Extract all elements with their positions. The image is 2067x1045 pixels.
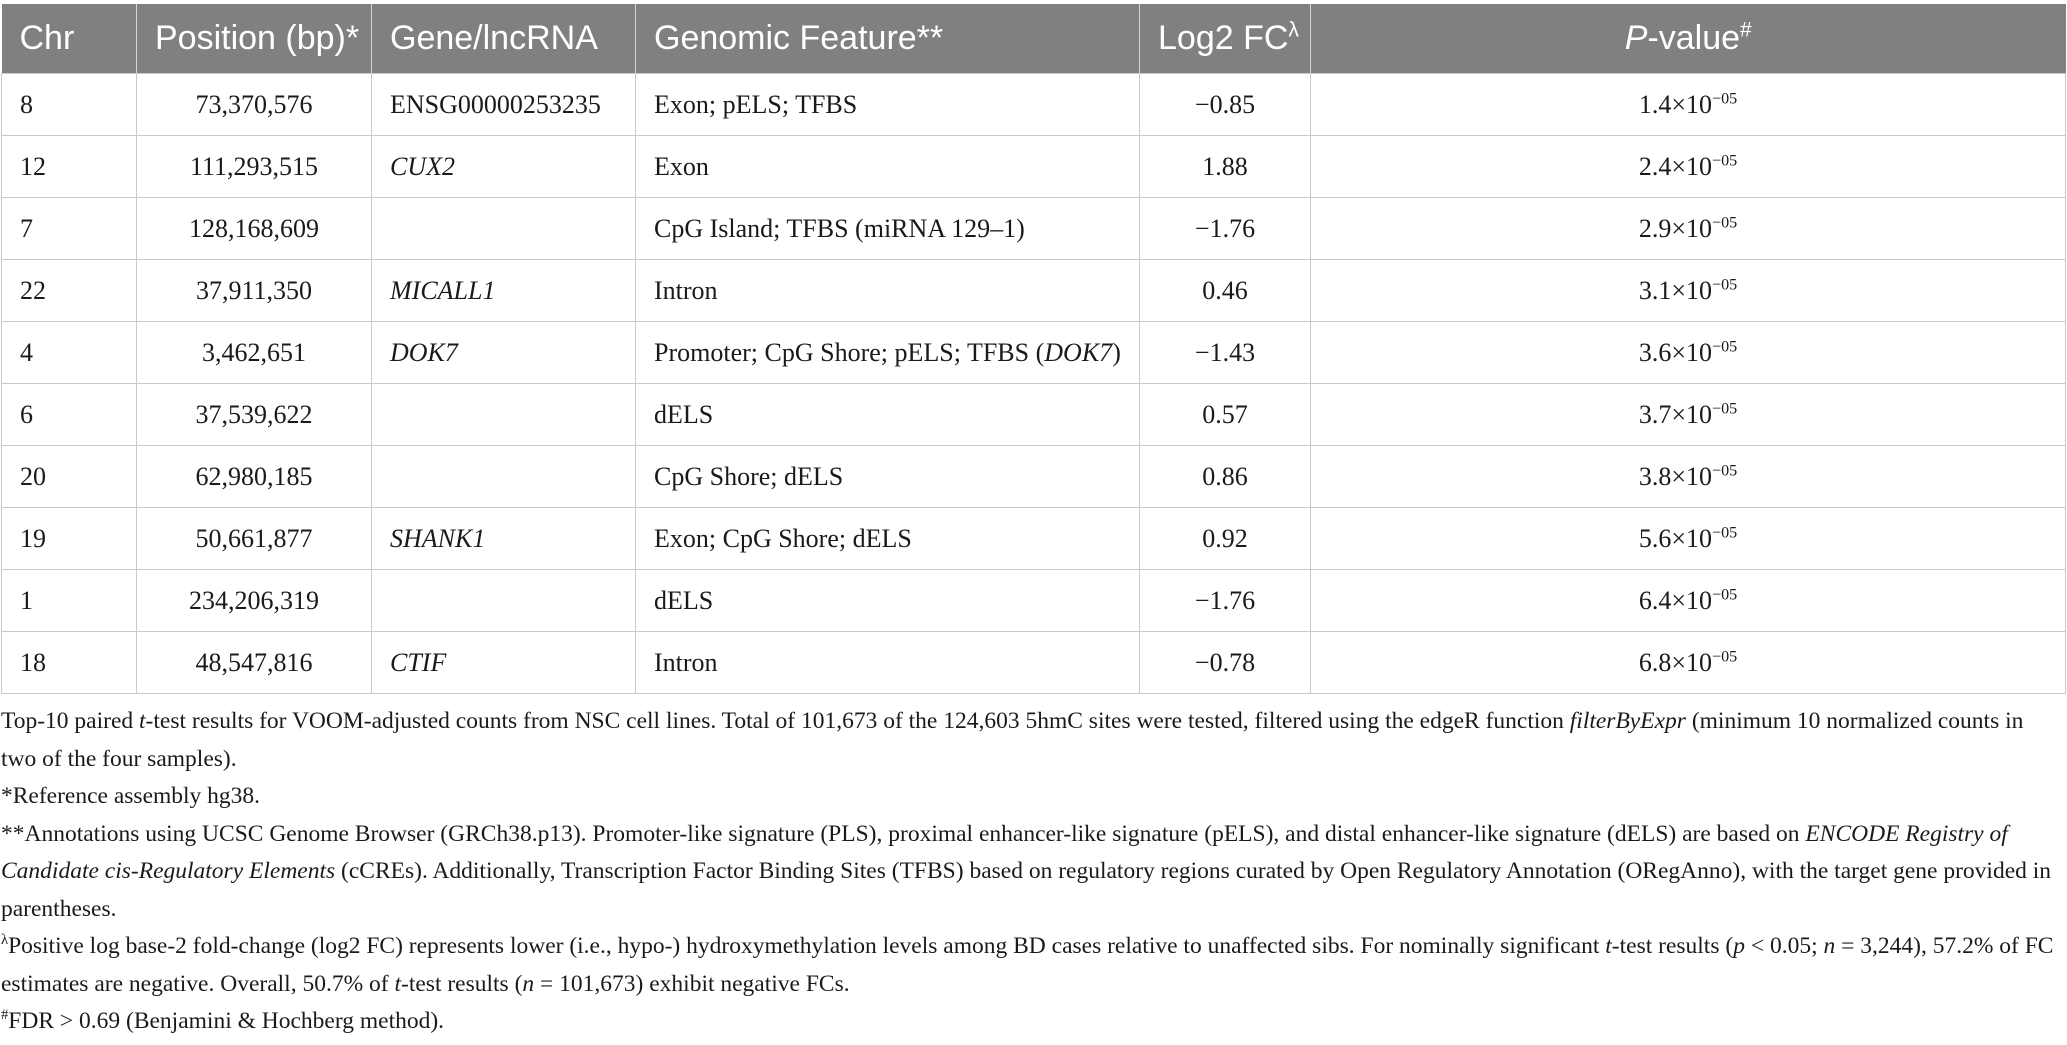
cell-pvalue: $6.4\times 10^{-05}$ bbox=[1311, 570, 2066, 632]
table-row bbox=[2, 384, 2066, 446]
cell-pvalue: $2.9\times 10^{-05}$ bbox=[1311, 198, 2066, 260]
cell-pvalue: $5.6\times 10^{-05}$ bbox=[1311, 508, 2066, 570]
cell-gene: CUX2 bbox=[372, 136, 636, 198]
cell-gene: ENSG00000253235 bbox=[372, 74, 636, 136]
cell-log2fc: −0.78 bbox=[1140, 632, 1311, 694]
cell-gene: DOK7 bbox=[372, 322, 636, 384]
cell-log2fc: 0.46 bbox=[1140, 260, 1311, 322]
cell-position: 50,661,877 bbox=[137, 508, 372, 570]
cell-log2fc: −1.76 bbox=[1140, 198, 1311, 260]
footnote-lambda: $^\lambda$Positive log base-2 fold-change (log2 FC) represents lower (i.e., hypo-) hydroxymethylation levels among BD cases relative to unaffected sibs. For nominally significant t-test results (p < 0.05; n = 3,244), 57.2% of FC estimates are negative. Overall, 50.7% of t-test results (n = 101,673) exhibit negative FCs. bbox=[1, 932, 2054, 997]
cell-genomic-feature: CpG Island; TFBS (miRNA 129–1) bbox=[636, 198, 1140, 260]
header-gene: Gene/lncRNA bbox=[372, 4, 636, 74]
cell-position: 37,539,622 bbox=[137, 384, 372, 446]
cell-position: 48,547,816 bbox=[137, 632, 372, 694]
cell-chr: 8 bbox=[2, 74, 137, 136]
cell-chr: 1 bbox=[2, 570, 137, 632]
cell-genomic-feature: dELS bbox=[636, 384, 1140, 446]
cell-position: 128,168,609 bbox=[137, 198, 372, 260]
cell-pvalue: $3.7\times 10^{-05}$ bbox=[1311, 384, 2066, 446]
cell-genomic-feature: CpG Shore; dELS bbox=[636, 446, 1140, 508]
footnote-main: Top-10 paired t-test results for VOOM-adjusted counts from NSC cell lines. Total of 101,673 of the 124,603 5hmC sites were tested, filtered using the edgeR function filterByExpr (minimum 10 normalized counts in two of the four samples). bbox=[1, 708, 2024, 772]
cell-position: 3,462,651 bbox=[137, 322, 372, 384]
table-footnotes bbox=[1, 703, 2063, 1041]
cell-genomic-feature: Intron bbox=[636, 260, 1140, 322]
cell-genomic-feature: dELS bbox=[636, 570, 1140, 632]
footnote-star: *Reference assembly hg38. bbox=[1, 783, 261, 809]
cell-genomic-feature: Exon; pELS; TFBS bbox=[636, 74, 1140, 136]
cell-log2fc: 1.88 bbox=[1140, 136, 1311, 198]
cell-pvalue: $1.4\times 10^{-05}$ bbox=[1311, 74, 2066, 136]
header-position: Position (bp)* bbox=[137, 4, 372, 74]
table-row bbox=[2, 446, 2066, 508]
cell-chr: 20 bbox=[2, 446, 137, 508]
cell-chr: 12 bbox=[2, 136, 137, 198]
cell-log2fc: 0.86 bbox=[1140, 446, 1311, 508]
cell-position: 111,293,515 bbox=[137, 136, 372, 198]
footnote-double-star: **Annotations using UCSC Genome Browser (GRCh38.p13). Promoter-like signature (PLS), proximal enhancer-like signature (pELS), and distal enhancer-like signature (dELS) are based on ENCODE Registry of Candidate cis-Regulatory Elements (cCREs). Additionally, Transcription Factor Binding Sites (TFBS) based on regulatory regions curated by Open Regulatory Annotation (ORegAnno), with the target gene provided in parentheses. bbox=[1, 820, 2052, 922]
table-row bbox=[2, 322, 2066, 384]
cell-chr: 19 bbox=[2, 508, 137, 570]
cell-genomic-feature: Promoter; CpG Shore; pELS; TFBS (DOK7) bbox=[636, 322, 1140, 384]
header-log2fc-label: Log2 FC bbox=[1158, 19, 1289, 57]
header-pvalue-p: P bbox=[1624, 19, 1648, 57]
table-row bbox=[2, 632, 2066, 694]
cell-pvalue: $3.6\times 10^{-05}$ bbox=[1311, 322, 2066, 384]
cell-chr: 22 bbox=[2, 260, 137, 322]
cell-pvalue: $3.1\times 10^{-05}$ bbox=[1311, 260, 2066, 322]
header-pvalue bbox=[1311, 4, 2066, 74]
header-genomic-feature: Genomic Feature** bbox=[636, 4, 1140, 74]
cell-gene: SHANK1 bbox=[372, 508, 636, 570]
cell-genomic-feature: Exon bbox=[636, 136, 1140, 198]
cell-gene bbox=[372, 384, 636, 446]
cell-gene bbox=[372, 446, 636, 508]
table-row bbox=[2, 508, 2066, 570]
cell-chr: 6 bbox=[2, 384, 137, 446]
cell-log2fc: −1.76 bbox=[1140, 570, 1311, 632]
cell-position: 234,206,319 bbox=[137, 570, 372, 632]
table-row bbox=[2, 260, 2066, 322]
cell-log2fc: −1.43 bbox=[1140, 322, 1311, 384]
footnote-hash: #FDR > 0.69 (Benjamini & Hochberg method). bbox=[1, 1007, 445, 1034]
header-pvalue-sup: # bbox=[1740, 18, 1752, 42]
cell-log2fc: 0.57 bbox=[1140, 384, 1311, 446]
cell-position: 73,370,576 bbox=[137, 74, 372, 136]
cell-gene bbox=[372, 570, 636, 632]
cell-pvalue: $3.8\times 10^{-05}$ bbox=[1311, 446, 2066, 508]
cell-log2fc: −0.85 bbox=[1140, 74, 1311, 136]
table-row bbox=[2, 74, 2066, 136]
cell-pvalue: $2.4\times 10^{-05}$ bbox=[1311, 136, 2066, 198]
results-table bbox=[1, 4, 2066, 694]
cell-pvalue: $6.8\times 10^{-05}$ bbox=[1311, 632, 2066, 694]
table-row bbox=[2, 136, 2066, 198]
table-header-row bbox=[2, 4, 2066, 74]
cell-gene: CTIF bbox=[372, 632, 636, 694]
header-log2fc-sup: λ bbox=[1288, 18, 1299, 42]
cell-chr: 7 bbox=[2, 198, 137, 260]
cell-position: 62,980,185 bbox=[137, 446, 372, 508]
table-row bbox=[2, 570, 2066, 632]
cell-chr: 4 bbox=[2, 322, 137, 384]
table-figure bbox=[0, 4, 2067, 1041]
cell-gene bbox=[372, 198, 636, 260]
cell-position: 37,911,350 bbox=[137, 260, 372, 322]
header-chr: Chr bbox=[2, 4, 137, 74]
cell-log2fc: 0.92 bbox=[1140, 508, 1311, 570]
cell-genomic-feature: Intron bbox=[636, 632, 1140, 694]
cell-genomic-feature: Exon; CpG Shore; dELS bbox=[636, 508, 1140, 570]
table-row bbox=[2, 198, 2066, 260]
header-pvalue-label: -value bbox=[1647, 19, 1741, 57]
header-log2fc bbox=[1140, 4, 1311, 74]
cell-chr: 18 bbox=[2, 632, 137, 694]
cell-gene: MICALL1 bbox=[372, 260, 636, 322]
